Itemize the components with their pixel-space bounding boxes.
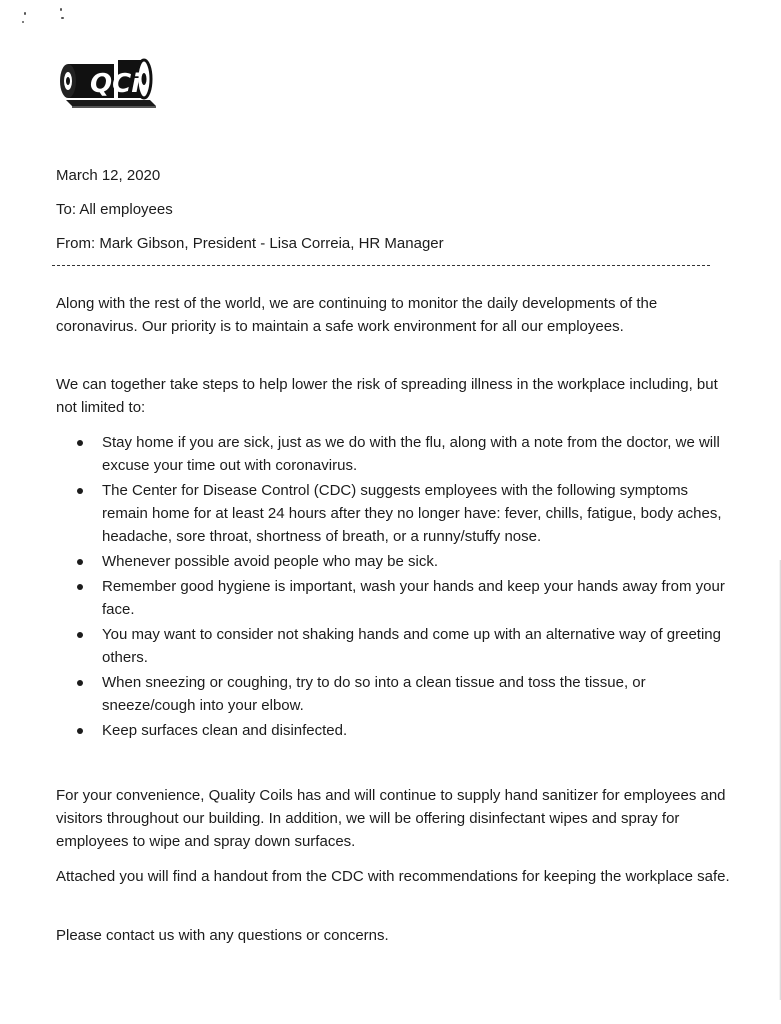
list-item-text: When sneezing or coughing, try to do so into a clean tissue and toss the tissue, or sneeze/cough into your elbow. [102, 674, 646, 714]
bullet-icon [77, 559, 83, 565]
list-item-text: You may want to consider not shaking hands and come up with an alternative way of greeting others. [102, 626, 721, 666]
memo-to: To: All employees [56, 201, 173, 218]
paragraph-steps [56, 373, 736, 419]
bullet-icon [77, 728, 83, 734]
paragraph-text: Please contact us with any questions or concerns. [56, 927, 389, 944]
logo-text: QCi [90, 69, 141, 99]
list-item [56, 575, 736, 621]
list-item [56, 719, 736, 742]
company-logo [58, 50, 158, 110]
scan-speck [61, 17, 64, 19]
paragraph-text: Along with the rest of the world, we are continuing to monitor the daily developments of the coronavirus. Our priority is to maintain a safe work environment for all our employees. [56, 295, 658, 335]
paragraph-text: We can together take steps to help lower the risk of spreading illness in the workplace including, but not limited to: [56, 376, 718, 416]
paragraph-text: Attached you will find a handout from the CDC with recommendations for keeping the workplace safe. [56, 868, 730, 885]
scan-speck [24, 12, 26, 15]
list-item [56, 671, 736, 717]
list-item [56, 479, 736, 548]
bullet-icon [77, 680, 83, 686]
list-item [56, 550, 736, 573]
memo-date: March 12, 2020 [56, 167, 161, 184]
bullet-icon [77, 584, 83, 590]
list-item-text: Remember good hygiene is important, wash your hands and keep your hands away from your face. [102, 578, 725, 618]
paragraph-convenience [56, 784, 736, 853]
paragraph-handout [56, 865, 736, 888]
scan-speck [60, 8, 62, 11]
list-item-text: Keep surfaces clean and disinfected. [102, 722, 348, 739]
list-item [56, 431, 736, 477]
paragraph-contact [56, 924, 736, 947]
memo-from: From: Mark Gibson, President - Lisa Correia, HR Manager [56, 235, 444, 252]
paragraph-text: For your convenience, Quality Coils has and will continue to supply hand sanitizer for employees and visitors throughout our building. In addition, we will be offering disinfectant wipes and spray for employees to wipe and spray down surfaces. [56, 787, 726, 850]
bullet-icon [77, 632, 83, 638]
scan-speck [22, 21, 24, 23]
header-divider [52, 265, 710, 266]
list-item-text: Whenever possible avoid people who may be sick. [102, 553, 439, 570]
bullet-icon [77, 488, 83, 494]
bullet-icon [77, 440, 83, 446]
precautions-list [56, 431, 736, 744]
list-item-text: Stay home if you are sick, just as we do with the flu, along with a note from the doctor, we will excuse your time out with coronavirus. [102, 434, 720, 474]
list-item [56, 623, 736, 669]
list-item-text: The Center for Disease Control (CDC) suggests employees with the following symptoms remain home for at least 24 hours after they no longer have: fever, chills, fatigue, body aches, headache, sore throat, shortness of breath, or a runny/stuffy nose. [102, 482, 722, 545]
paragraph-intro [56, 292, 736, 338]
